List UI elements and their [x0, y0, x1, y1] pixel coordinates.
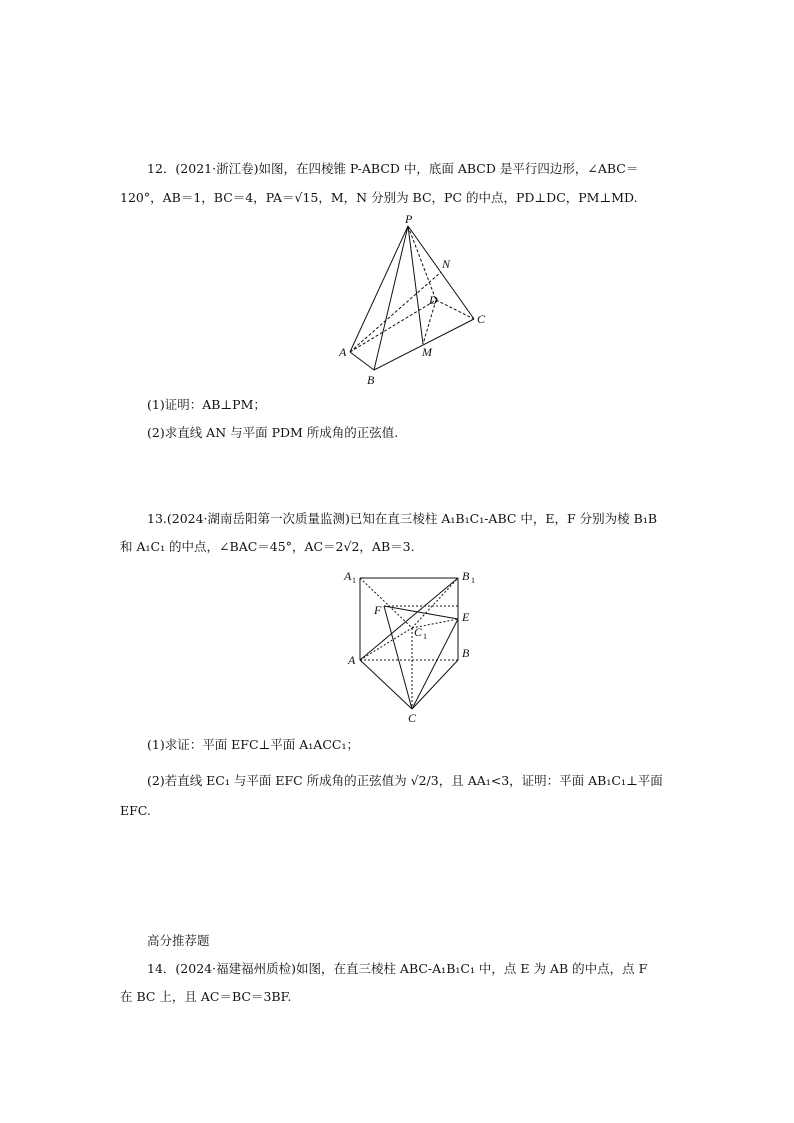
label-b1: B	[462, 569, 470, 583]
problem-13-statement-line-1: 13.(2024·湖南岳阳第一次质量监测)已知在直三棱柱 A₁B₁C₁-ABC 中，E，F 分别为棱 B₁B	[147, 511, 658, 526]
edge-pa	[350, 226, 408, 352]
label-m: M	[422, 345, 432, 359]
problem-12-part-1: (1)证明：AB⊥PM；	[147, 397, 266, 412]
label-b: B	[462, 646, 470, 660]
edge-dc	[436, 300, 474, 319]
edge-ab	[350, 352, 374, 370]
problem-13-statement-line-2: 和 A₁C₁ 的中点，∠BAC＝45°，AC＝2√2，AB＝3.	[120, 539, 415, 554]
figure-pyramid-pabcd	[330, 212, 490, 390]
problem-12-statement-line-2: 120°，AB＝1，BC＝4，PA＝√15，M，N 分别为 BC，PC 的中点，PD⊥DC，PM⊥MD.	[120, 190, 638, 205]
label-b: B	[367, 373, 375, 387]
section-title: 高分推荐题	[147, 933, 210, 948]
label-f: F	[374, 603, 382, 617]
problem-13-part-1: (1)求证：平面 EFC⊥平面 A₁ACC₁；	[147, 737, 359, 752]
problem-14-statement-line-2: 在 BC 上，且 AC＝BC＝3BF.	[120, 989, 292, 1004]
edge-pb	[374, 226, 408, 370]
label-c1-sub: 1	[423, 632, 427, 641]
edge-ac	[360, 660, 412, 709]
label-n: N	[442, 257, 451, 271]
edge-ac1	[360, 628, 412, 660]
problem-12-part-2: (2)求直线 AN 与平面 PDM 所成角的正弦值.	[147, 425, 399, 440]
figure-prism-a1b1c1-abc	[338, 566, 488, 730]
edge-bc	[412, 660, 458, 709]
problem-13-part-2-line-1: (2)若直线 EC₁ 与平面 EFC 所成角的正弦值为 √2/3，且 AA₁<3，证明：平面 AB₁C₁⊥平面	[147, 773, 663, 788]
label-c: C	[477, 312, 486, 326]
edge-a1c1	[360, 578, 412, 628]
problem-14-statement-line-1: 14．(2024·福建福州质检)如图，在直三棱柱 ABC-A₁B₁C₁ 中，点 E 为 AB 的中点，点 F	[147, 961, 648, 976]
label-b1-sub: 1	[471, 576, 475, 585]
label-e: E	[462, 610, 470, 624]
label-a: A	[348, 653, 356, 667]
label-a1-sub: 1	[352, 576, 356, 585]
label-a: A	[339, 345, 347, 359]
edge-fc	[384, 606, 412, 709]
label-p: P	[405, 212, 413, 226]
label-a1: A	[344, 569, 352, 583]
edge-c1b1	[412, 578, 458, 628]
label-d: D	[429, 293, 438, 307]
problem-13-part-2-line-2: EFC.	[120, 803, 151, 818]
problem-12-statement-line-1: 12．(2021·浙江卷)如图，在四棱锥 P-ABCD 中，底面 ABCD 是平行四边形，∠ABC＝	[147, 161, 639, 176]
label-c: C	[408, 711, 417, 725]
edge-an	[350, 272, 441, 352]
edge-fe	[384, 606, 458, 619]
label-c1: C	[414, 625, 423, 639]
